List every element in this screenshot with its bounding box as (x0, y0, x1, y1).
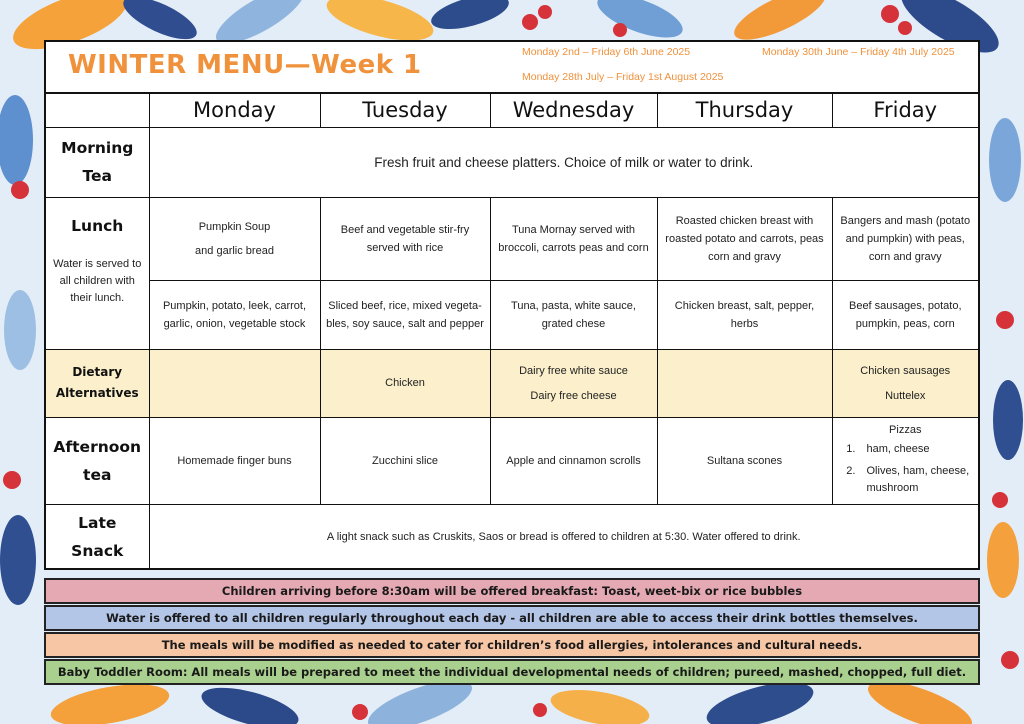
lunch-meal-thursday: Roasted chicken breast with roasted potato and carrots, peas corn and gravy (657, 197, 832, 280)
lunch-label: Lunch (71, 216, 124, 235)
notice-baby-toddler: Baby Toddler Room: All meals will be prepared to meet the individual developmental needs of children; pureed, mashed, chopped, full diet. (44, 659, 980, 685)
afternoon-tea-thursday: Sultana scones (657, 417, 832, 504)
pizza-option: 2. Olives, ham, cheese, mushroom (859, 463, 975, 497)
dietary-tuesday: Chicken (320, 349, 490, 417)
late-snack-text: A light snack such as Cruskits, Saos or bread is offered to children at 5:30. Water offered to drink. (149, 504, 978, 570)
menu-table (46, 94, 978, 570)
pizza-options-list (837, 441, 975, 497)
title-row (46, 42, 978, 94)
menu-sheet (44, 40, 980, 570)
ingredients-tuesday: Sliced beef, rice, mixed vegeta- bles, soy sauce, salt and pepper (320, 280, 490, 349)
date-range-2: Monday 30th June – Friday 4th July 2025 (762, 46, 955, 58)
afternoon-tea-label: Afternoon tea (46, 417, 149, 504)
lunch-meal-wednesday: Tuna Mornay served with broccoli, carrots peas and corn (490, 197, 657, 280)
ingredients-thursday: Chicken breast, salt, pepper, herbs (657, 280, 832, 349)
pizza-option: 1. ham, cheese (859, 441, 975, 458)
notice-water: Water is offered to all children regularly throughout each day - all children are able to access their drink bottles themselves. (44, 605, 980, 631)
page-title: WINTER MENU—Week 1 (68, 50, 422, 80)
afternoon-tea-monday: Homemade finger buns (149, 417, 320, 504)
lunch-meal-friday: Bangers and mash (potato and pumpkin) with peas, corn and gravy (832, 197, 978, 280)
late-snack-row (46, 504, 978, 570)
corner-cell (46, 94, 149, 127)
ingredients-monday: Pumpkin, potato, leek, carrot, garlic, onion, vegetable stock (149, 280, 320, 349)
day-thursday: Thursday (657, 94, 832, 127)
morning-tea-row (46, 127, 978, 197)
lunch-ingredients-row (46, 280, 978, 349)
dietary-wednesday: Dairy free white sauce Dairy free cheese (490, 349, 657, 417)
lunch-meal-tuesday: Beef and vegetable stir-fry served with rice (320, 197, 490, 280)
morning-tea-label: Morning Tea (46, 127, 149, 197)
lunch-meal-row (46, 197, 978, 280)
ingredients-wednesday: Tuna, pasta, white sauce, grated chese (490, 280, 657, 349)
late-snack-label: Late Snack (46, 504, 149, 570)
lunch-meal-monday: Pumpkin Soup and garlic bread (149, 197, 320, 280)
lunch-label-cell (46, 197, 149, 349)
dietary-friday: Chicken sausages Nuttelex (832, 349, 978, 417)
day-tuesday: Tuesday (320, 94, 490, 127)
day-monday: Monday (149, 94, 320, 127)
date-range-3: Monday 28th July – Friday 1st August 2025 (522, 71, 724, 83)
dietary-monday (149, 349, 320, 417)
date-range-1: Monday 2nd – Friday 6th June 2025 (522, 46, 691, 58)
dietary-row (46, 349, 978, 417)
day-friday: Friday (832, 94, 978, 127)
dietary-thursday (657, 349, 832, 417)
afternoon-tea-tuesday: Zucchini slice (320, 417, 490, 504)
day-header-row (46, 94, 978, 127)
morning-tea-text: Fresh fruit and cheese platters. Choice of milk or water to drink. (149, 127, 978, 197)
afternoon-tea-row (46, 417, 978, 504)
afternoon-tea-wednesday: Apple and cinnamon scrolls (490, 417, 657, 504)
afternoon-tea-friday (832, 417, 978, 504)
dietary-label: Dietary Alternatives (46, 349, 149, 417)
notice-breakfast: Children arriving before 8:30am will be offered breakfast: Toast, weet-bix or rice bubbles (44, 578, 980, 604)
ingredients-friday: Beef sausages, potato, pumpkin, peas, corn (832, 280, 978, 349)
notice-allergies: The meals will be modified as needed to cater for children’s food allergies, intolerances and cultural needs. (44, 632, 980, 658)
day-wednesday: Wednesday (490, 94, 657, 127)
pizzas-title: Pizzas (889, 423, 922, 436)
lunch-water-note: Water is served to all children with their lunch. (53, 257, 142, 304)
